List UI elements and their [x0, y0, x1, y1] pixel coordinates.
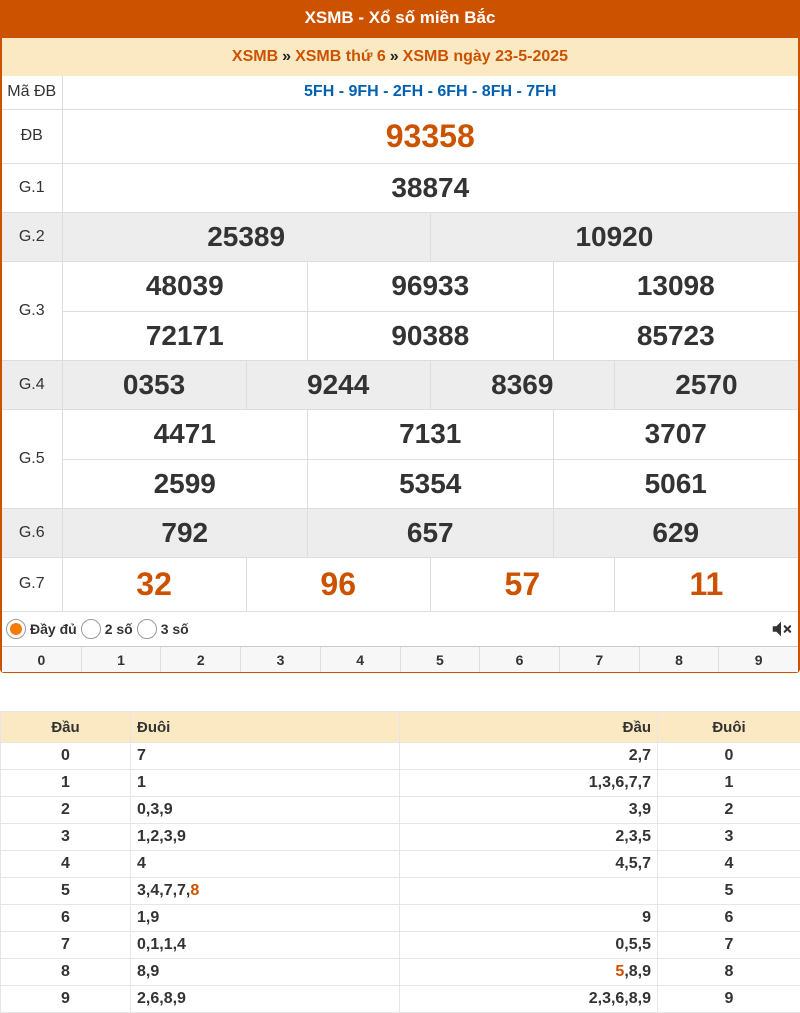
prize-number-g7: 57 [430, 558, 614, 611]
radio-circle[interactable] [81, 619, 101, 639]
digit-button[interactable]: 2 [160, 647, 240, 672]
breadcrumb-xsmb[interactable]: XSMB [231, 48, 279, 65]
loto-tails-cell [131, 743, 400, 770]
display-options [2, 612, 798, 646]
prize-cells-g7 [62, 557, 798, 611]
prize-number-g6: 657 [307, 509, 553, 557]
table-row [1, 986, 800, 1013]
table-row [1, 932, 800, 959]
loto-heads-cell [400, 986, 658, 1013]
prize-cells-g6 [62, 508, 798, 557]
digit-button[interactable]: 0 [37, 651, 46, 668]
prize-cells-g3 [62, 261, 798, 360]
prize-number-g3: 96933 [307, 262, 553, 311]
prize-number-g5: 2599 [153, 467, 216, 499]
special-prize-number: 93358 [62, 109, 798, 163]
loto-tails-highlight: 8 [190, 882, 200, 899]
breadcrumb-separator: » [389, 48, 399, 65]
prize-number-g7: 11 [614, 558, 798, 611]
digit-button[interactable]: 1 [81, 647, 161, 672]
loto-heads: 0,5,5 [615, 936, 651, 953]
loto-head-digit: 2 [1, 797, 131, 824]
page-title: XSMB - Xổ số miền Bắc [0, 0, 800, 38]
prize-number-g4: 9244 [246, 361, 430, 409]
loto-header-dau: Đầu [400, 712, 658, 743]
radio-two-label: 2 số [104, 620, 133, 637]
loto-tail-digit: 5 [658, 878, 800, 905]
digit-button[interactable]: 5 [400, 647, 480, 672]
prize-label-g4: G.4 [2, 360, 62, 409]
radio-full-label: Đầy đủ [30, 620, 77, 637]
breadcrumb-separator: » [282, 48, 292, 65]
radio-full[interactable] [6, 619, 77, 639]
digit-button[interactable]: 9 [718, 647, 798, 672]
loto-tails: 0,1,1,4 [137, 936, 186, 953]
digit-button[interactable]: 7 [559, 647, 639, 672]
prize-number-g5: 4471 [153, 418, 216, 449]
prize-label-madb: Mã ĐB [2, 76, 62, 109]
digit-filter-bar [2, 646, 798, 672]
loto-heads: 9 [642, 909, 651, 926]
loto-tails: 2,6,8,9 [137, 990, 186, 1007]
prize-number-g1: 38874 [62, 163, 798, 212]
prize-label-db: ĐB [2, 109, 62, 163]
loto-heads-cell [400, 851, 658, 878]
loto-tails: 7 [137, 747, 146, 764]
table-row [1, 797, 800, 824]
prize-number-g2: 10920 [430, 213, 798, 261]
loto-heads-cell [400, 878, 658, 905]
loto-head-digit: 6 [1, 905, 131, 932]
prize-number-g5: 3707 [553, 410, 799, 459]
loto-tails-cell [131, 824, 400, 851]
table-row [1, 959, 800, 986]
loto-tail-digit: 7 [658, 932, 800, 959]
table-row [1, 851, 800, 878]
prize-number-g4: 0353 [122, 368, 186, 400]
prize-number-g3: 85723 [553, 312, 799, 360]
prize-number-g5: 5354 [307, 460, 553, 508]
loto-tail-digit: 2 [658, 797, 800, 824]
prize-label-g2: G.2 [2, 212, 62, 261]
prize-number-g4: 8369 [430, 361, 614, 409]
loto-head-digit: 7 [1, 932, 131, 959]
table-row [1, 878, 800, 905]
prize-number-g5: 7131 [307, 410, 553, 459]
loto-tails-cell [131, 878, 400, 905]
loto-tails: 1,2,3,9 [137, 828, 186, 845]
loto-head-digit: 8 [1, 959, 131, 986]
prize-number-g3: 90388 [307, 312, 553, 360]
radio-three-label: 3 số [160, 620, 189, 637]
loto-heads-highlight: 5 [615, 963, 625, 980]
prize-cells-g5 [62, 409, 798, 508]
prize-label-g6: G.6 [2, 508, 62, 557]
prize-label-g3: G.3 [2, 261, 62, 360]
loto-tails-cell [131, 797, 400, 824]
digit-button[interactable]: 3 [240, 647, 320, 672]
loto-heads-cell [400, 797, 658, 824]
loto-tails: 0,3,9 [137, 801, 173, 818]
loto-head-digit: 9 [1, 986, 131, 1013]
loto-tails: 3,4,7,7, [137, 882, 191, 899]
prize-label-g5: G.5 [2, 409, 62, 508]
loto-heads-cell [400, 743, 658, 770]
loto-tail-digit: 8 [658, 959, 800, 986]
loto-tails-cell [131, 905, 400, 932]
loto-tail-digit: 3 [658, 824, 800, 851]
loto-heads: ,8,9 [624, 963, 651, 980]
breadcrumb [2, 38, 798, 76]
breadcrumb-date[interactable]: XSMB ngày 23-5-2025 [402, 48, 569, 65]
loto-head-digit: 0 [1, 743, 131, 770]
radio-circle[interactable] [137, 619, 157, 639]
loto-tails-cell [131, 770, 400, 797]
loto-tails: 1 [137, 774, 146, 791]
results-table [2, 76, 798, 612]
prize-cells-g4 [62, 360, 798, 409]
loto-heads: 3,9 [628, 801, 651, 818]
loto-header-duoi: Đuôi [131, 712, 400, 743]
digit-button[interactable]: 6 [479, 647, 559, 672]
prize-number-g5: 5061 [553, 460, 799, 508]
loto-tails-cell [131, 986, 400, 1013]
loto-tail-digit: 0 [658, 743, 800, 770]
prize-number-g4: 2570 [614, 361, 798, 409]
loto-tail-digit: 6 [658, 905, 800, 932]
prize-number-g6: 629 [553, 509, 799, 557]
loto-header-dau: Đầu [1, 712, 131, 743]
loto-heads: 2,3,6,8,9 [588, 990, 651, 1007]
breadcrumb-friday[interactable]: XSMB thứ 6 [295, 48, 386, 65]
prize-number-g7: 32 [136, 565, 172, 602]
prize-number-g3: 48039 [145, 270, 224, 301]
radio-three-digits[interactable] [137, 619, 189, 639]
table-row [1, 824, 800, 851]
radio-circle[interactable] [6, 619, 26, 639]
prize-label-g1: G.1 [2, 163, 62, 212]
prize-number-g7: 96 [246, 558, 430, 611]
loto-head-digit: 3 [1, 824, 131, 851]
loto-tail-digit: 4 [658, 851, 800, 878]
prize-number-g3: 72171 [145, 319, 224, 351]
loto-heads: 2,3,5 [615, 828, 651, 845]
table-row [1, 905, 800, 932]
loto-head-digit: 5 [1, 878, 131, 905]
loto-heads: 1,3,6,7,7 [588, 774, 651, 791]
digit-button[interactable]: 4 [320, 647, 400, 672]
special-code-list: 5FH - 9FH - 2FH - 6FH - 8FH - 7FH [62, 76, 798, 109]
loto-head-digit: 1 [1, 770, 131, 797]
prize-number-g3: 13098 [553, 262, 799, 311]
loto-heads-cell [400, 824, 658, 851]
prize-number-g6: 792 [161, 516, 209, 548]
loto-tails-cell [131, 851, 400, 878]
loto-tail-digit: 1 [658, 770, 800, 797]
prize-label-g7: G.7 [2, 557, 62, 611]
loto-tails-cell [131, 932, 400, 959]
loto-tails: 4 [137, 855, 146, 872]
digit-button[interactable]: 8 [639, 647, 719, 672]
loto-table [0, 711, 800, 1013]
prize-cells-g2 [62, 212, 798, 261]
loto-heads-cell [400, 932, 658, 959]
loto-heads-cell [400, 905, 658, 932]
loto-heads: 4,5,7 [615, 855, 651, 872]
table-row [1, 770, 800, 797]
prize-number-g2: 25389 [207, 220, 286, 252]
loto-tails-cell [131, 959, 400, 986]
loto-tails: 1,9 [137, 909, 160, 926]
loto-header-duoi: Đuôi [658, 712, 800, 743]
radio-two-digits[interactable] [81, 619, 133, 639]
speaker-muted-icon[interactable] [770, 618, 792, 640]
table-row [1, 743, 800, 770]
loto-heads-cell [400, 770, 658, 797]
loto-tail-digit: 9 [658, 986, 800, 1013]
loto-heads-cell [400, 959, 658, 986]
loto-heads: 2,7 [628, 747, 651, 764]
loto-head-digit: 4 [1, 851, 131, 878]
loto-tails: 8,9 [137, 963, 160, 980]
